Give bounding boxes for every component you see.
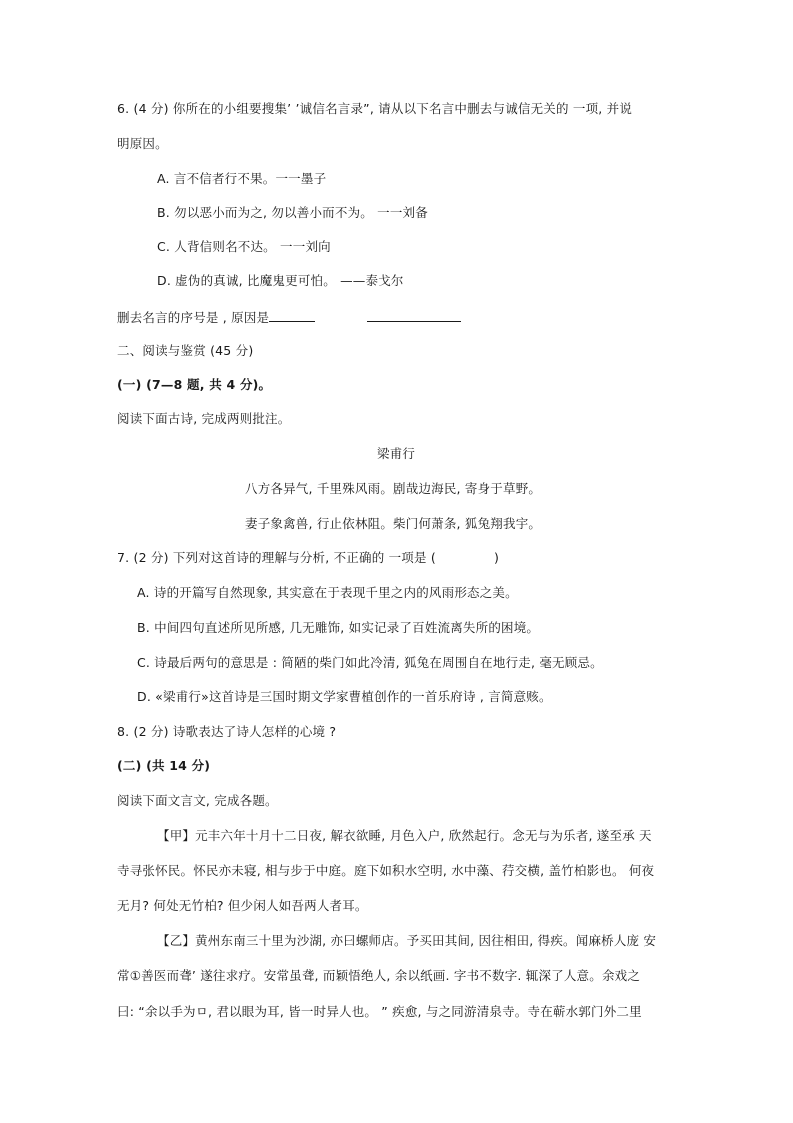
passage-yi-line3: 曰: “余以手为ㅁ, 君以眼为耳, 皆一时异人也。 ” 疾愈, 与之同游清泉寺。寺在蕲水郭门外二里 <box>117 1004 642 1019</box>
poem-line-1: 八方各异气, 千里殊风雨。剧哉边海民, 寄身于草野。 <box>245 481 542 496</box>
q6-answer-text: 删去名言的序号是 , 原因是 <box>117 310 270 325</box>
q7-option-a: A. 诗的开篇写自然现象, 其实意在于表现千里之内的风雨形态之美。 <box>137 585 518 600</box>
passage-yi-line1: 【乙】黄州东南三十里为沙湖, 亦曰螺师店。予买田其间, 因往相田, 得疾。闻麻桥人庞 安 <box>157 933 657 948</box>
q6-stem-line2: 明原因。 <box>117 136 168 151</box>
passage-jia-line1: 【甲】元丰六年十月十二日夜, 解衣欲睡, 月色入户, 欣然起行。念无与为乐者, 遂至承 天 <box>157 828 652 843</box>
section2-title: 二、阅读与鉴赏 (45 分) <box>117 343 254 358</box>
q7-option-c: C. 诗最后两句的意思是 : 简陋的柴门如此冷清, 狐兔在周围自在地行走, 毫无顾忌。 <box>137 655 603 670</box>
q6-answer-line <box>117 309 461 326</box>
q6-option-b: B. 勿以恶小而为之, 勿以善小而不为。 一一刘备 <box>157 205 428 220</box>
q6-stem-line1: 6. (4 分) 你所在的小组要搜集’ ’诚信名言录”, 请从以下名言中删去与诚信无关的 一项, 并说 <box>117 101 633 116</box>
poem-line-2: 妻子象禽兽, 行止依林阻。柴门何萧条, 狐兔翔我宇。 <box>245 516 542 531</box>
passage-jia-line2: 寺寻张怀民。怀民亦未寝, 相与步于中庭。庭下如积水空明, 水中藻、荇交横, 盖竹柏影也。 何夜 <box>117 863 655 878</box>
part1-instruction: 阅读下面古诗, 完成两则批注。 <box>117 411 291 426</box>
answer-blank-reason[interactable] <box>367 309 461 322</box>
passage-yi-line2: 常①善医而聋’ 遂往求疗。安常虽聋, 而颖悟绝人, 余以纸画. 字书不数字. 辄深了人意。余戏之 <box>117 968 641 983</box>
q6-option-a: A. 言不信者行不果。一一墨子 <box>157 171 327 186</box>
q7-stem-text: 7. (2 分) 下列对这首诗的理解与分析, 不正确的 一项是 ( <box>117 550 436 565</box>
q7-option-d: D. «梁甫行»这首诗是三国时期文学家曹植创作的一首乐府诗 , 言简意赅。 <box>137 689 552 704</box>
part2-heading: (二) (共 14 分) <box>117 758 211 773</box>
q7-option-b: B. 中间四句直述所见所感, 几无雕饰, 如实记录了百姓流离失所的困境。 <box>137 620 540 635</box>
q6-option-c: C. 人背信则名不达。 一一刘向 <box>157 239 331 254</box>
q6-option-d: D. 虚伪的真诚, 比魔鬼更可怕。 ——泰戈尔 <box>157 273 404 288</box>
q7-stem <box>117 550 499 566</box>
poem-title: 梁甫行 <box>377 446 416 461</box>
q7-stem-close: ) <box>493 550 500 565</box>
part2-instruction: 阅读下面文言文, 完成各题。 <box>117 793 278 808</box>
answer-blank-number[interactable] <box>269 309 315 322</box>
passage-jia-line3: 无月? 何处无竹柏? 但少闲人如吾两人者耳。 <box>117 898 368 913</box>
part1-heading: (一) (7—8 题, 共 4 分)。 <box>117 377 272 392</box>
q8-stem: 8. (2 分) 诗歌表达了诗人怎样的心境 ? <box>117 724 337 739</box>
